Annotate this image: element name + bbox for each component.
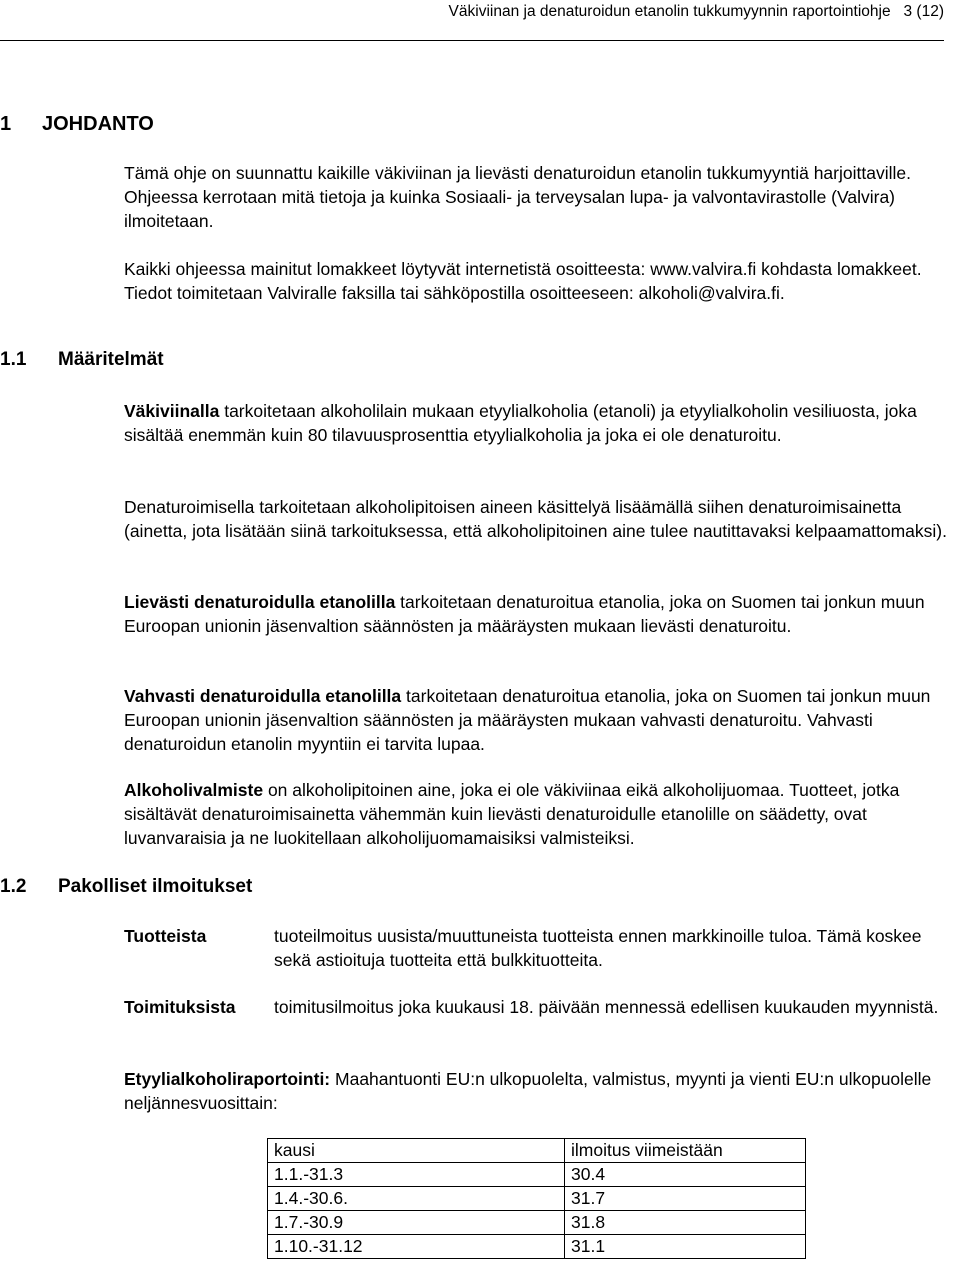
definition-vahvasti-denaturoitu — [124, 684, 956, 756]
table-cell: 1.4.-30.6. — [268, 1187, 565, 1211]
table-cell: 30.4 — [565, 1163, 806, 1187]
reporting-paragraph — [124, 1067, 956, 1115]
table-row — [268, 1211, 806, 1235]
page-header — [0, 0, 944, 41]
table-header-row — [268, 1139, 806, 1163]
table-cell: 1.10.-31.12 — [268, 1235, 565, 1259]
definition-denaturointi — [124, 495, 956, 543]
section-title: Määritelmät — [58, 349, 164, 370]
notice-text-toimituksista: toimitusilmoitus joka kuukausi 18. päivään mennessä edellisen kuukauden myynnistä. — [274, 997, 939, 1017]
table-cell: 1.7.-30.9 — [268, 1211, 565, 1235]
definition-term: Alkoholivalmiste — [124, 780, 264, 800]
notice-text-tuotteista: tuoteilmoitus uusista/muuttuneista tuotteista ennen markkinoille tuloa. Tämä koskee sekä astioituja tuotteita että bulkkituotteita. — [274, 926, 922, 970]
table-cell: 31.7 — [565, 1187, 806, 1211]
section-heading-maaritelmat — [0, 349, 164, 371]
section-number: 1.1 — [0, 349, 27, 370]
table-cell: 1.1.-31.3 — [268, 1163, 565, 1187]
definition-term: Lievästi denaturoidulla etanolilla — [124, 592, 396, 612]
definition-alkoholivalmiste — [124, 778, 956, 850]
definition-lievasti-denaturoitu — [124, 590, 956, 638]
table-row — [268, 1187, 806, 1211]
notice-term-tuotteista: Tuotteista — [124, 926, 207, 946]
section-number: 1.2 — [0, 876, 27, 897]
section-heading-pakolliset-ilmoitukset — [0, 876, 252, 898]
section-heading-johdanto — [0, 113, 154, 136]
header-page-number: 3 (12) — [903, 3, 944, 20]
forms-paragraph: Kaikki ohjeessa mainitut lomakkeet löytyvät internetistä osoitteesta: www.valvira.fi kohdasta lomakkeet. Tiedot toimitetaan Valviralle faksilla tai sähköpostilla osoitteeseen: alkoholi@valvira.fi. — [124, 259, 922, 303]
reporting-deadlines-table — [267, 1138, 806, 1259]
definition-text: tarkoitetaan alkoholilain mukaan etyylialkoholia (etanoli) ja etyylialkoholin vesiliuosta, joka sisältää enemmän kuin 80 tilavuusprosenttia etyylialkoholia ja joka ei ole denaturoitu. — [124, 401, 917, 445]
intro-paragraph: Tämä ohje on suunnattu kaikille väkiviinan ja lievästi denaturoidun etanolin tukkumyyntiä harjoittaville. Ohjeessa kerrotaan mitä tietoja ja kuinka Sosiaali- ja terveysalan lupa- ja valvontavirastolle (Valvira) ilmoitetaan. — [124, 163, 911, 231]
definition-vakiviina — [124, 399, 956, 447]
section-title: Pakolliset ilmoitukset — [58, 876, 253, 897]
table-row — [268, 1235, 806, 1259]
table-cell: 31.8 — [565, 1211, 806, 1235]
definition-text: Denaturoimisella tarkoitetaan alkoholipitoisen aineen käsittelyä lisäämällä siihen denaturoimisainetta (ainetta, jota lisätään siinä tarkoituksessa, että alkoholipitoinen aine tulee nautittavaksi kelpaamattomaksi). — [124, 497, 947, 541]
section-title: JOHDANTO — [42, 113, 154, 135]
reporting-term: Etyylialkoholiraportointi: — [124, 1069, 331, 1089]
definition-text: tarkoitetaan denaturoitua etanolia, joka on Suomen tai jonkun muun Euroopan unionin jäsenvaltion säännösten ja määräysten mukaan vahvasti denaturoitu. Vahvasti denaturoidun etanolin myyntiin ei tarvita lupaa. — [124, 686, 931, 754]
section-number: 1 — [0, 113, 12, 135]
definition-term: Vahvasti denaturoidulla etanolilla — [124, 686, 402, 706]
header-text — [449, 3, 944, 21]
definition-text: tarkoitetaan denaturoitua etanolia, joka on Suomen tai jonkun muun Euroopan unionin jäsenvaltion säännösten ja määräysten mukaan lievästi denaturoitu. — [124, 592, 925, 636]
definition-text: on alkoholipitoinen aine, joka ei ole väkiviinaa eikä alkoholijuomaa. Tuotteet, jotka sisältävät denaturoimisainetta vähemmän kuin lievästi denaturoidulle etanolille on säädetty, ovat luvanvaraisia ja ne luokitellaan alkoholijuomamaisiksi valmisteiksi. — [124, 780, 900, 848]
table-header-cell: ilmoitus viimeistään — [565, 1139, 806, 1163]
notice-term-toimituksista: Toimituksista — [124, 997, 236, 1017]
header-title: Väkiviinan ja denaturoidun etanolin tukkumyynnin raportointiohje — [448, 3, 891, 20]
definition-term: Väkiviinalla — [124, 401, 220, 421]
reporting-text: Maahantuonti EU:n ulkopuolelta, valmistus, myynti ja vienti EU:n ulkopuolelle neljännesvuosittain: — [124, 1069, 932, 1113]
table-cell: 31.1 — [565, 1235, 806, 1259]
table-header-cell: kausi — [268, 1139, 565, 1163]
table-row — [268, 1163, 806, 1187]
